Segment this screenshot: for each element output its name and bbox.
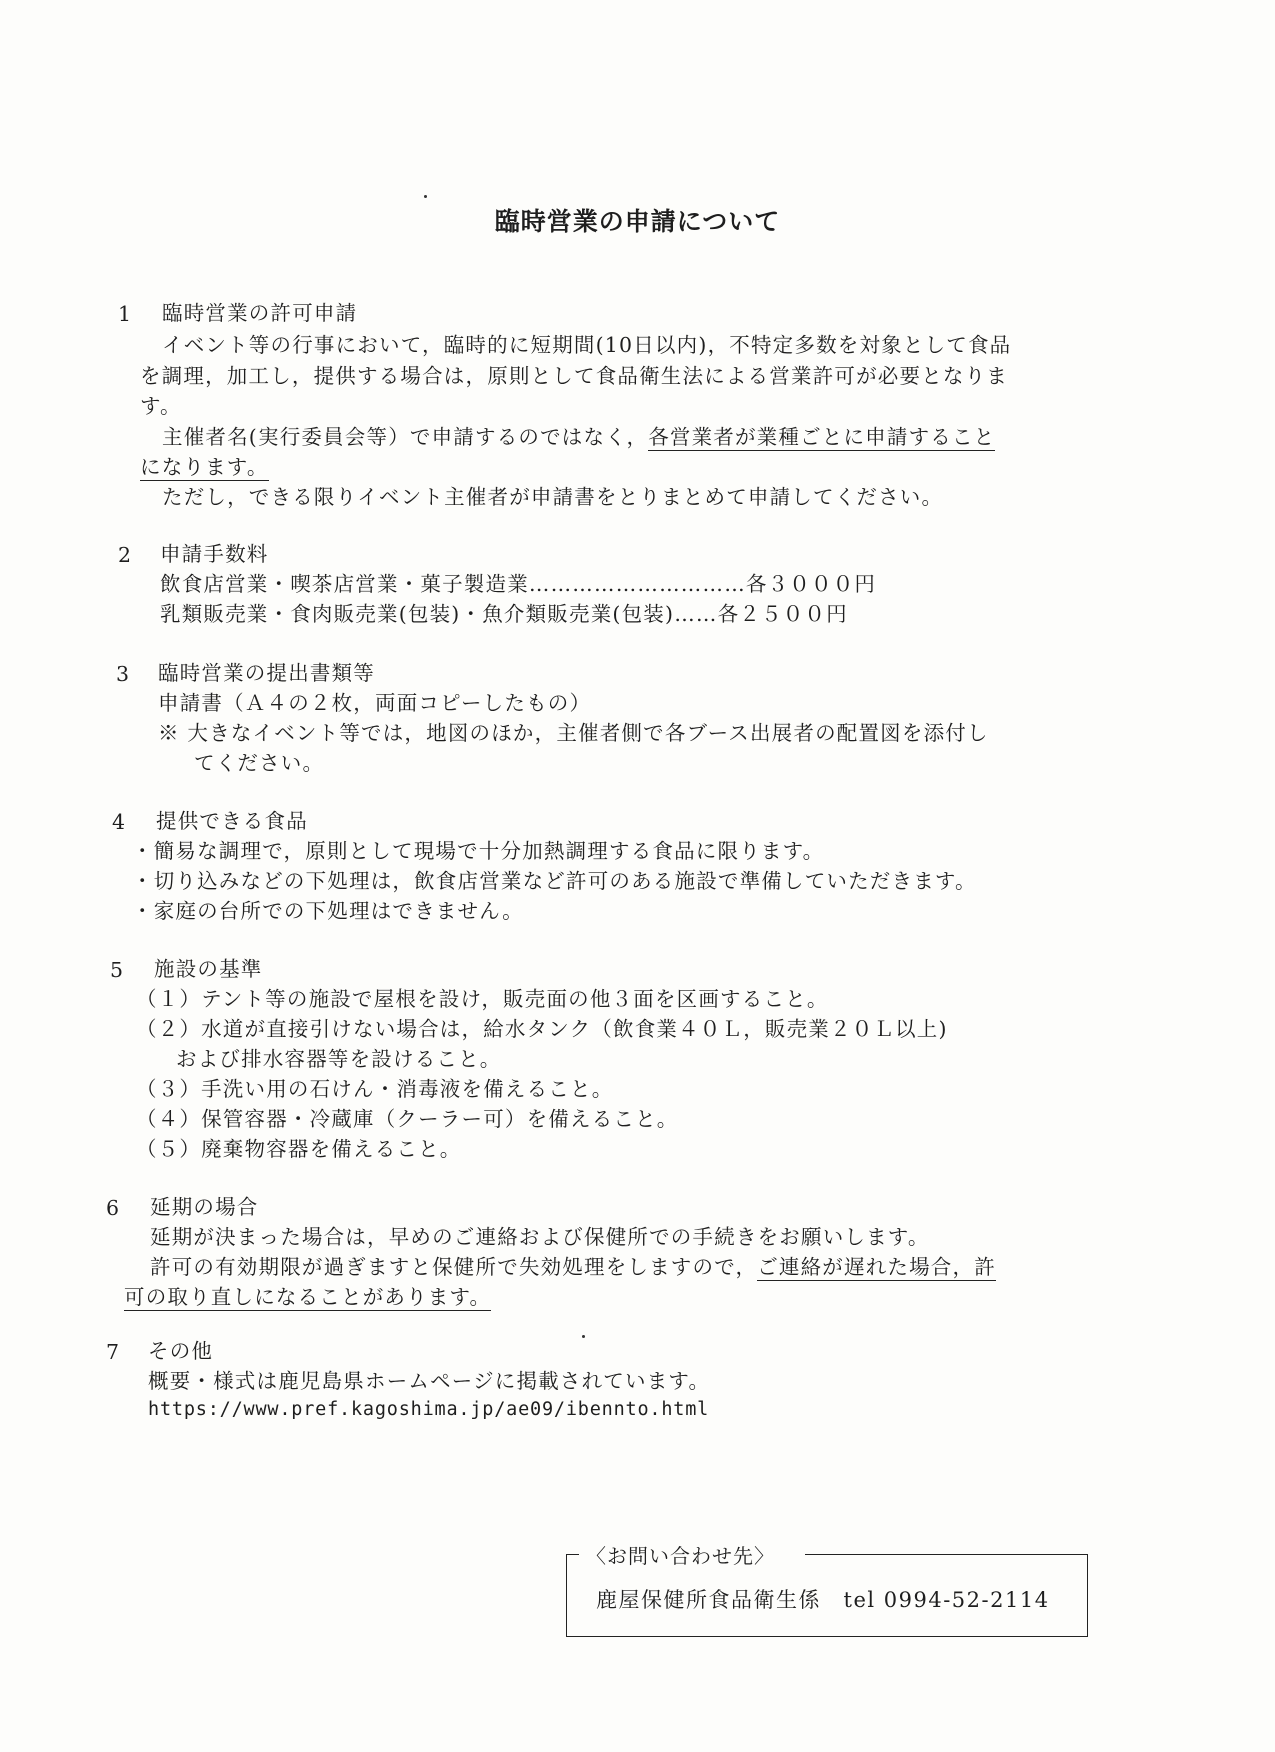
section-1-line: す。	[140, 394, 182, 418]
section-1-line: 主催者名(実行委員会等）で申請するのではなく，各営業者が業種ごとに申請すること	[162, 425, 996, 449]
facility-item: （４）保管容器・冷蔵庫（クーラー可）を備えること。	[136, 1107, 679, 1131]
section-1-line: ただし，できる限りイベント主催者が申請書をとりまとめて申請してください。	[162, 485, 944, 509]
section-1-line: イベント等の行事において，臨時的に短期間(10日以内)，不特定多数を対象として食品	[162, 333, 1012, 357]
food-item: ・家庭の台所での下処理はできません。	[132, 899, 524, 923]
section-6-number: 6	[106, 1196, 120, 1220]
section-5-heading: 施設の基準	[154, 957, 263, 981]
section-1-number: 1	[118, 302, 132, 326]
fee-line: 飲食店営業・喫茶店営業・菓子製造業…………………………各３０００円	[160, 572, 877, 596]
document-title: 臨時営業の申請について	[494, 207, 781, 236]
section-1-line: を調理，加工し，提供する場合は，原則として食品衛生法による営業許可が必要となりま	[140, 364, 1008, 388]
facility-item: （１）テント等の施設で屋根を設け，販売面の他３面を区画すること。	[136, 987, 829, 1011]
contact-label: 〈お問い合わせ先〉	[586, 1544, 775, 1568]
section-1-line	[140, 452, 269, 482]
contact-box-border	[805, 1554, 1088, 1555]
contact-info: 鹿屋保健所食品衛生係 tel 0994-52-2114	[596, 1588, 1050, 1612]
section-1-heading: 臨時営業の許可申請	[162, 301, 358, 325]
section-7-number: 7	[106, 1340, 120, 1364]
section-7-heading: その他	[148, 1339, 214, 1363]
facility-item: および排水容器等を設けること。	[176, 1047, 502, 1071]
underlined-note: ご連絡が遅れた場合，許	[757, 1255, 996, 1279]
section-3-number: 3	[116, 662, 130, 686]
fee-line: 乳類販売業・食肉販売業(包装)・魚介類販売業(包装)……各２５００円	[160, 602, 848, 626]
section-2-number: 2	[118, 543, 132, 567]
scan-speck	[582, 1335, 585, 1338]
section-2-heading: 申請手数料	[160, 542, 269, 566]
food-item: ・簡易な調理で，原則として現場で十分加熱調理する食品に限ります。	[132, 839, 825, 863]
section-7-line: 概要・様式は鹿児島県ホームページに掲載されています。	[148, 1369, 711, 1393]
website-url[interactable]: https://www.pref.kagoshima.jp/ae09/ibennto.html	[148, 1399, 710, 1420]
section-5-number: 5	[110, 958, 124, 982]
underlined-note: になります。	[140, 455, 269, 479]
section-4-heading: 提供できる食品	[156, 809, 308, 833]
section-3-line: てください。	[194, 751, 325, 775]
underlined-note: 可の取り直しになることがあります。	[124, 1285, 492, 1309]
scan-speck	[424, 195, 427, 198]
food-item: ・切り込みなどの下処理は，飲食店営業など許可のある施設で準備していただきます。	[132, 869, 977, 893]
underlined-note: 各営業者が業種ごとに申請すること	[648, 425, 996, 449]
section-6-line	[124, 1282, 491, 1312]
section-3-heading: 臨時営業の提出書類等	[158, 661, 375, 685]
facility-item: （３）手洗い用の石けん・消毒液を備えること。	[136, 1077, 614, 1101]
section-3-line: ※ 大きなイベント等では，地図のほか，主催者側で各ブース出展者の配置図を添付し	[158, 721, 989, 745]
section-6-line: 延期が決まった場合は，早めのご連絡および保健所での手続きをお願いします。	[150, 1225, 930, 1249]
contact-box-border	[566, 1554, 579, 1555]
section-6-heading: 延期の場合	[150, 1195, 259, 1219]
facility-item: （２）水道が直接引けない場合は，給水タンク（飲食業４０Ｌ，販売業２０Ｌ以上)	[136, 1017, 948, 1041]
section-4-number: 4	[112, 810, 126, 834]
section-3-line: 申請書（Ａ４の２枚，両面コピーしたもの）	[158, 691, 592, 715]
facility-item: （５）廃棄物容器を備えること。	[136, 1137, 462, 1161]
section-6-line: 許可の有効期限が過ぎますと保健所で失効処理をしますので，ご連絡が遅れた場合，許	[150, 1255, 996, 1279]
